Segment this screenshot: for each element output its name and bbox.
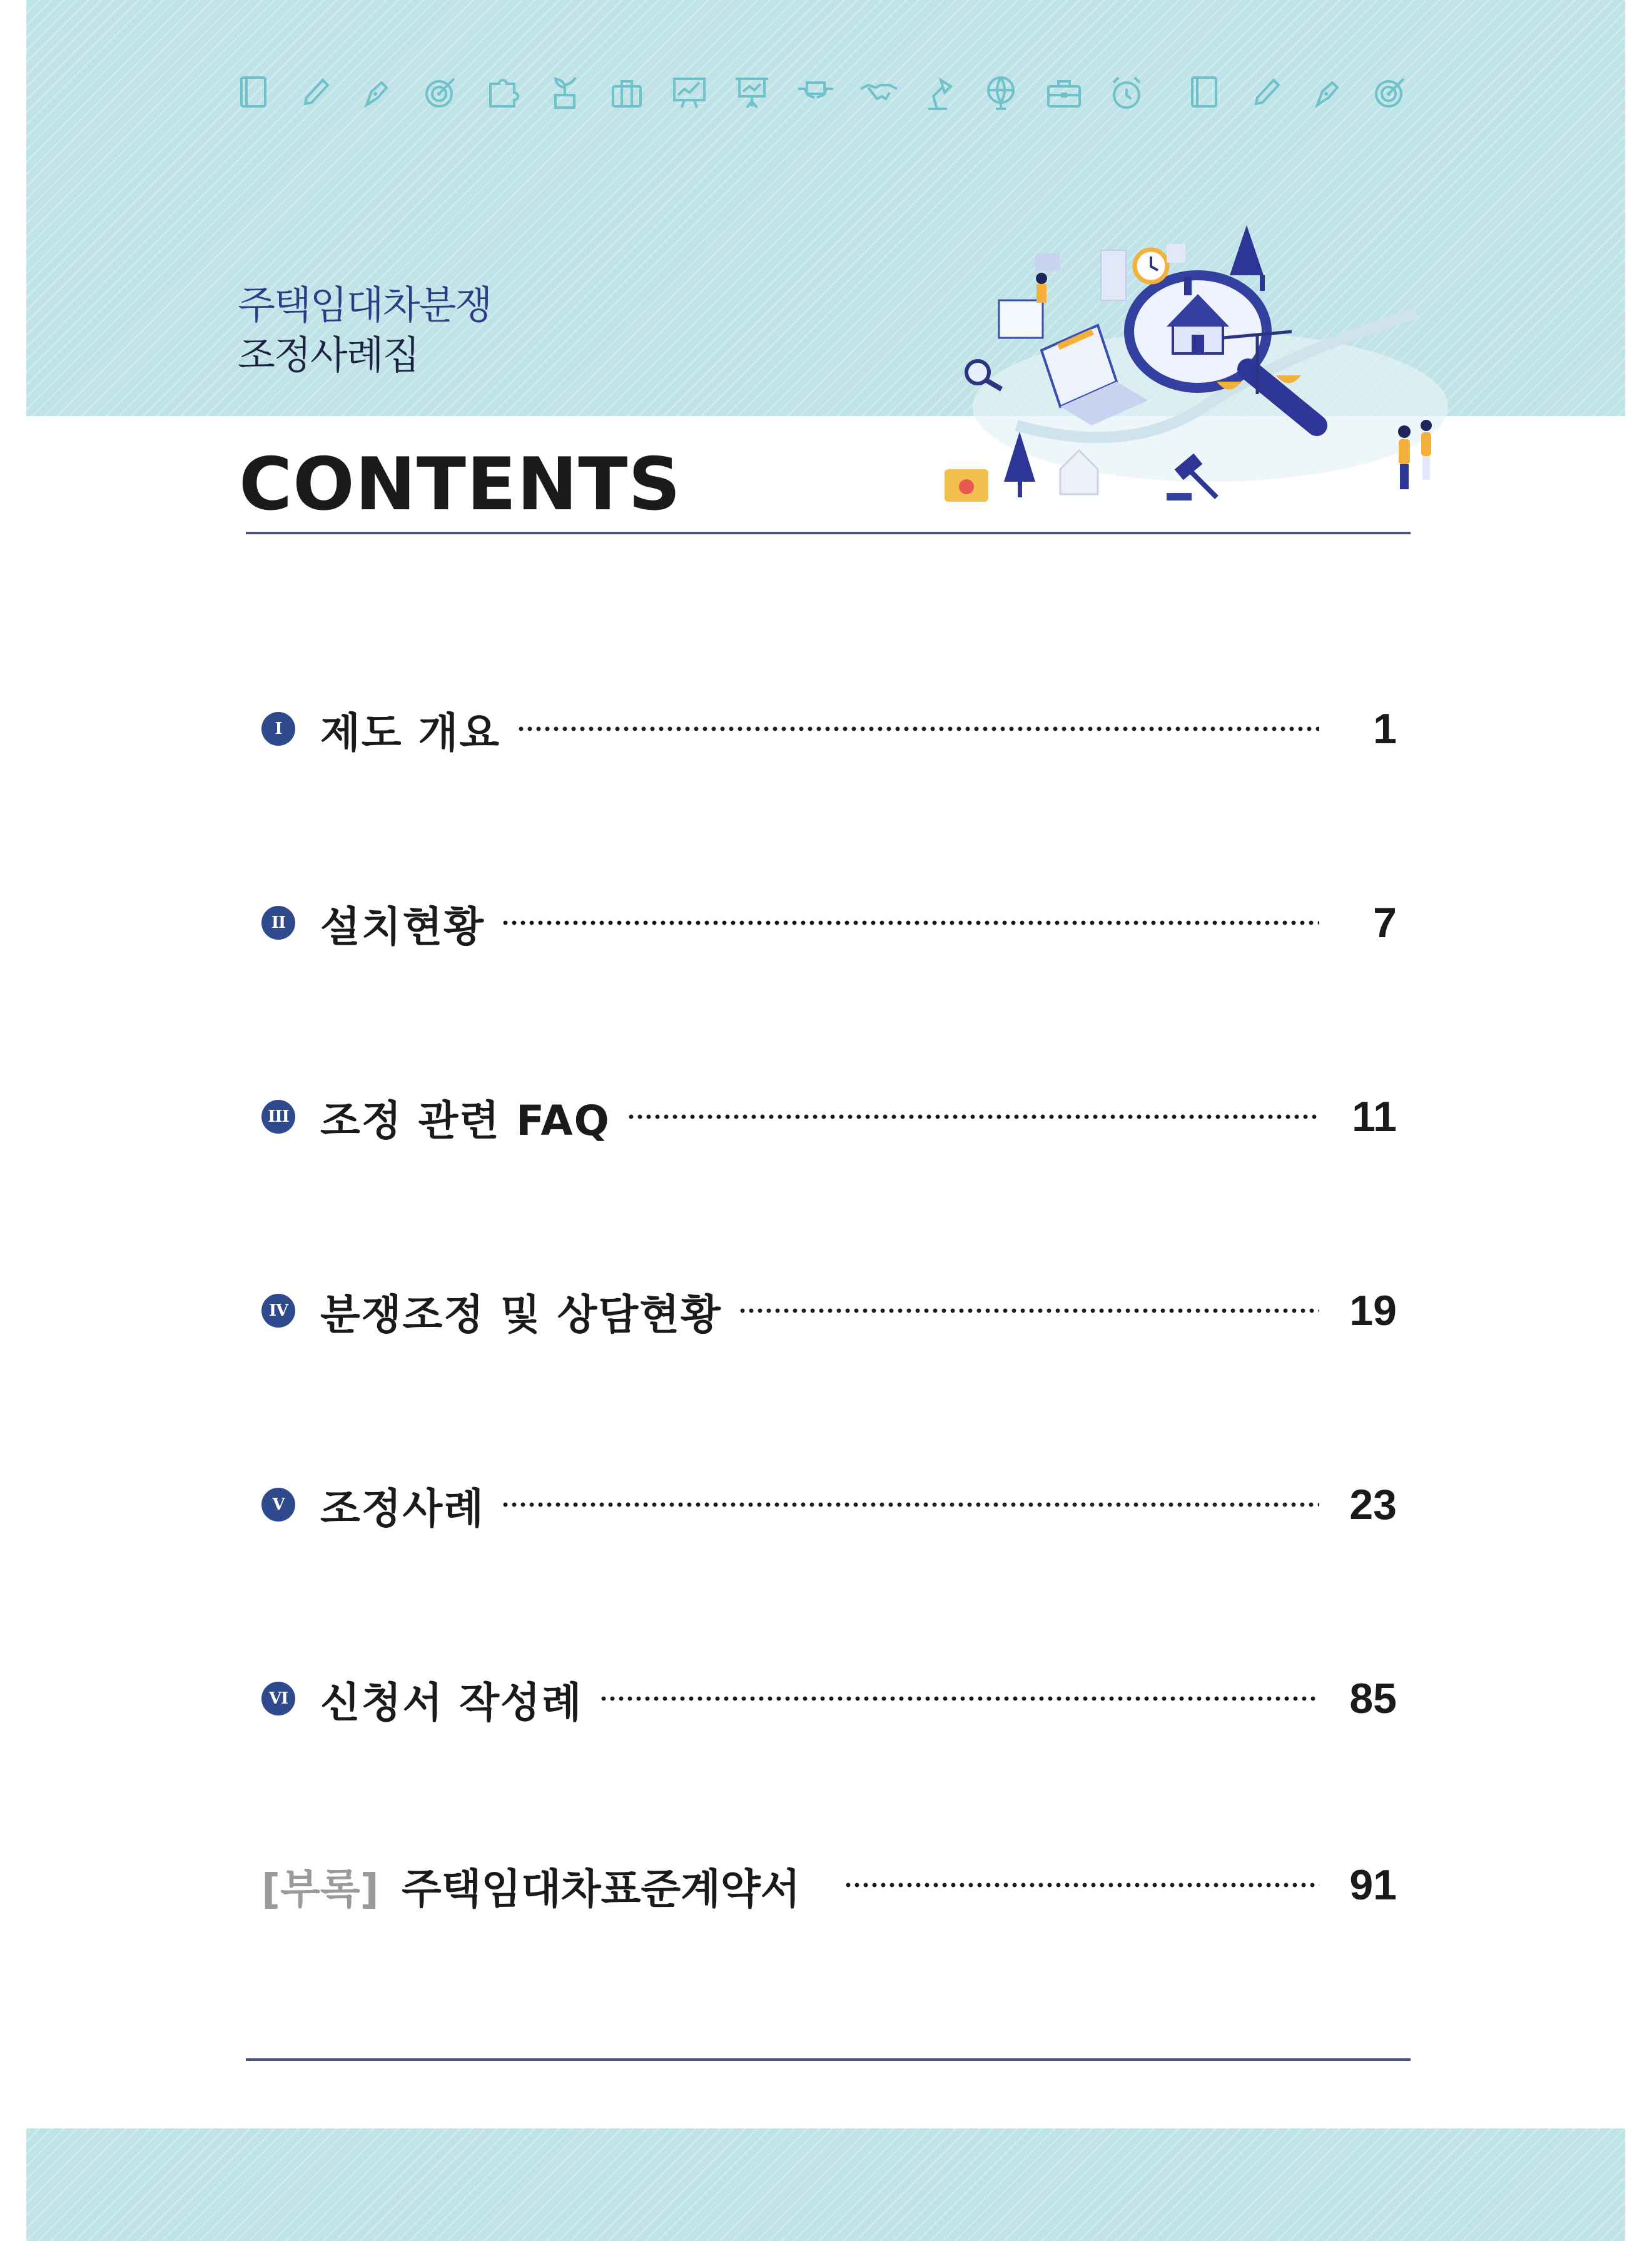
chapter-numeral: V <box>261 1488 295 1522</box>
chapter-title: 분쟁조정 및 상담현황 <box>320 1290 722 1339</box>
pen-nib-icon <box>360 74 393 111</box>
page-number: 7 <box>1373 899 1397 947</box>
pen-nib-icon <box>1311 74 1344 111</box>
chapter-title: 신청서 작성례 <box>320 1678 583 1727</box>
toolbox-icon <box>1045 74 1083 111</box>
dot-leader <box>599 1695 1319 1702</box>
presentation-icon <box>733 74 771 111</box>
chapter-numeral: IV <box>261 1294 295 1328</box>
dot-leader <box>738 1308 1319 1314</box>
toc-item-appendix[interactable] <box>261 1857 1397 1913</box>
appendix-title: 주택임대차표준계약서 <box>401 1864 801 1913</box>
chapter-numeral: VI <box>261 1682 295 1715</box>
contents-title: CONTENTS <box>239 442 681 527</box>
book-title-line2: 조정사례집 <box>238 332 419 378</box>
chapter-numeral: III <box>261 1100 295 1134</box>
book-title-line1: 주택임대차분쟁 <box>238 282 492 328</box>
toc-item[interactable] <box>261 701 1397 757</box>
pencil-icon <box>299 74 332 111</box>
dot-leader <box>844 1882 1319 1888</box>
footer-band <box>26 2128 1625 2241</box>
footer-divider <box>246 2058 1411 2061</box>
toc-item[interactable] <box>261 1089 1397 1145</box>
dot-leader <box>627 1114 1319 1120</box>
alarm-clock-icon <box>1108 74 1145 113</box>
toc-item[interactable] <box>261 1670 1397 1727</box>
contents-divider <box>246 532 1411 534</box>
globe-icon <box>983 74 1018 113</box>
page-number: 85 <box>1349 1675 1397 1722</box>
desk-lamp-icon <box>922 74 957 113</box>
book-title <box>238 280 491 380</box>
book-icon <box>1188 74 1221 111</box>
chapter-title: 설치현황 <box>320 902 485 951</box>
chart-board-icon <box>671 74 708 111</box>
toc-item[interactable] <box>261 1283 1397 1339</box>
chapter-title: 조정 관련 FAQ <box>320 1096 611 1145</box>
book-icon <box>238 74 270 111</box>
chapter-title: 조정사례 <box>320 1484 485 1533</box>
handshake-icon <box>858 74 899 111</box>
page-number: 91 <box>1349 1861 1397 1909</box>
briefcase-icon <box>609 74 644 111</box>
housing-dispute-illustration <box>941 219 1473 519</box>
plant-growth-icon <box>548 74 583 111</box>
toc-item[interactable] <box>261 895 1397 951</box>
chapter-title: 제도 개요 <box>320 708 501 757</box>
target-icon <box>1372 74 1410 111</box>
page-number: 11 <box>1352 1093 1397 1141</box>
dot-leader <box>517 726 1319 732</box>
page-number: 19 <box>1349 1287 1397 1334</box>
money-hands-icon <box>796 74 836 111</box>
header-icon-row <box>238 74 1414 124</box>
chapter-numeral: II <box>261 906 295 940</box>
target-icon <box>423 74 460 111</box>
dot-leader <box>501 920 1319 926</box>
appendix-prefix: [부록] <box>261 1864 379 1913</box>
dot-leader <box>501 1502 1319 1508</box>
chapter-numeral: I <box>261 712 295 746</box>
puzzle-icon <box>485 74 520 111</box>
page-number: 23 <box>1349 1481 1397 1528</box>
pencil-icon <box>1250 74 1282 111</box>
toc-item[interactable] <box>261 1476 1397 1533</box>
page-number: 1 <box>1373 705 1397 753</box>
